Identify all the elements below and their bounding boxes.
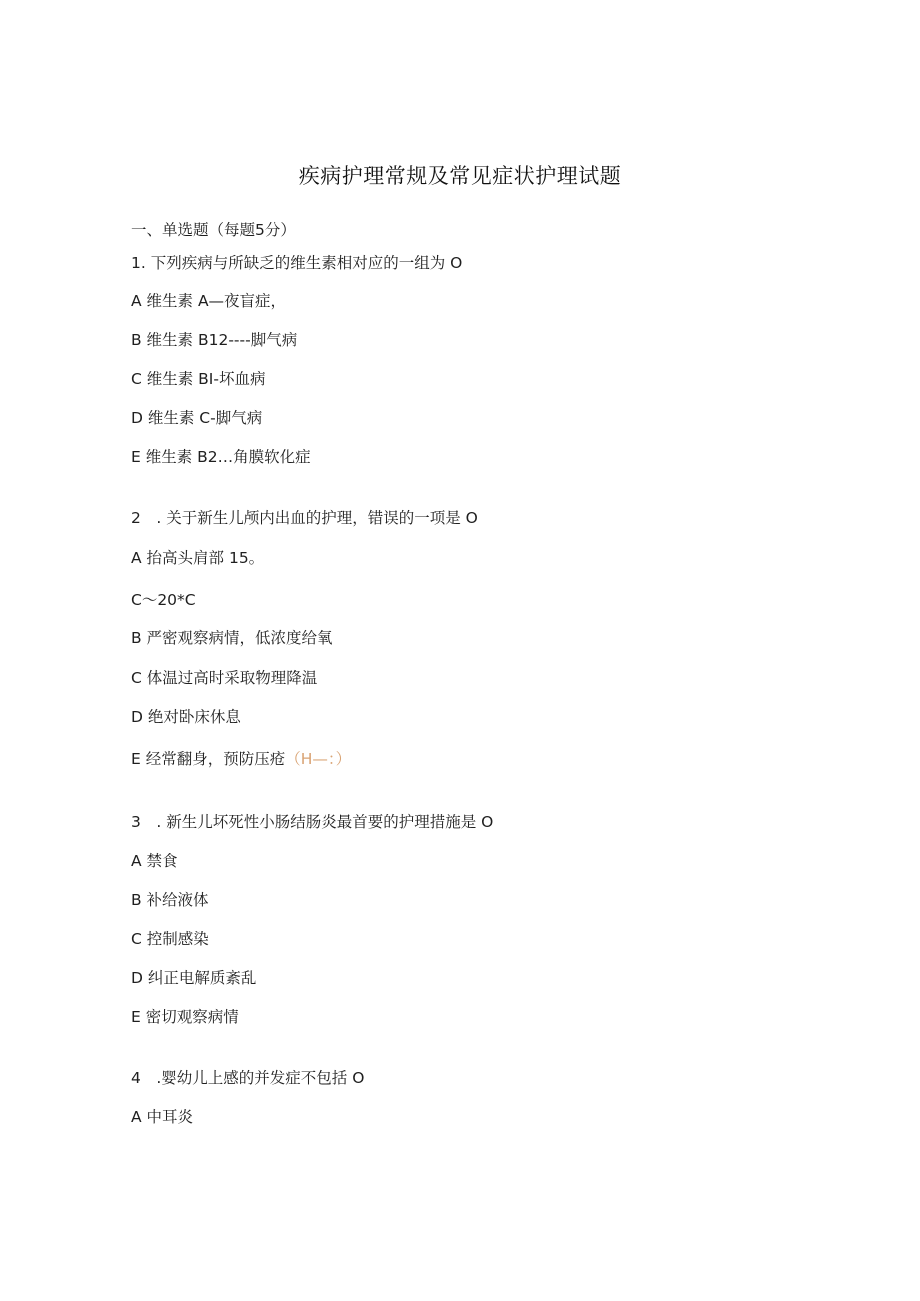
- question-2-option-d: D 绝对卧床休息: [131, 708, 241, 726]
- question-2-stem: 2 . 关于新生儿颅内出血的护理，错误的一项是 O: [131, 509, 478, 527]
- question-2-option-b: B 严密观察病情，低浓度给氧: [131, 629, 333, 647]
- question-1-option-e: E 维生素 B2…角膜软化症: [131, 448, 311, 466]
- question-3-option-a: A 禁食: [131, 852, 178, 870]
- question-3-option-c: C 控制感染: [131, 930, 209, 948]
- question-3-option-e: E 密切观察病情: [131, 1008, 239, 1026]
- question-1-option-b: B 维生素 B12----脚气病: [131, 331, 298, 349]
- question-1-option-c: C 维生素 BI-坏血病: [131, 370, 266, 388]
- question-3-option-b: B 补给液体: [131, 891, 209, 909]
- question-2-option-c: C 体温过高时采取物理降温: [131, 669, 318, 687]
- question-2-option-e-text: E 经常翻身，预防压疮: [131, 750, 286, 768]
- section-heading: 一、单选题（每题5分）: [131, 221, 296, 239]
- question-1-option-d: D 维生素 C-脚气病: [131, 409, 263, 427]
- question-2-option-e: [131, 748, 351, 770]
- question-3-stem: 3 . 新生儿坏死性小肠结肠炎最首要的护理措施是 O: [131, 813, 494, 831]
- document-title: 疾病护理常规及常见症状护理试题: [298, 164, 622, 188]
- question-1-stem: 1. 下列疾病与所缺乏的维生素相对应的一组为 O: [131, 254, 463, 272]
- question-2-option-a: A 抬高头肩部 15。: [131, 549, 265, 567]
- question-1-option-a: A 维生素 A—夜盲症，: [131, 292, 287, 310]
- question-2-option-e-mark: （H—：）: [285, 750, 352, 768]
- question-2-option-a-continued: C～20*C: [131, 591, 196, 609]
- question-4-stem: 4 .婴幼儿上感的并发症不包括 O: [131, 1069, 365, 1087]
- question-3-option-d: D 纠正电解质紊乱: [131, 969, 257, 987]
- question-4-option-a: A 中耳炎: [131, 1108, 194, 1126]
